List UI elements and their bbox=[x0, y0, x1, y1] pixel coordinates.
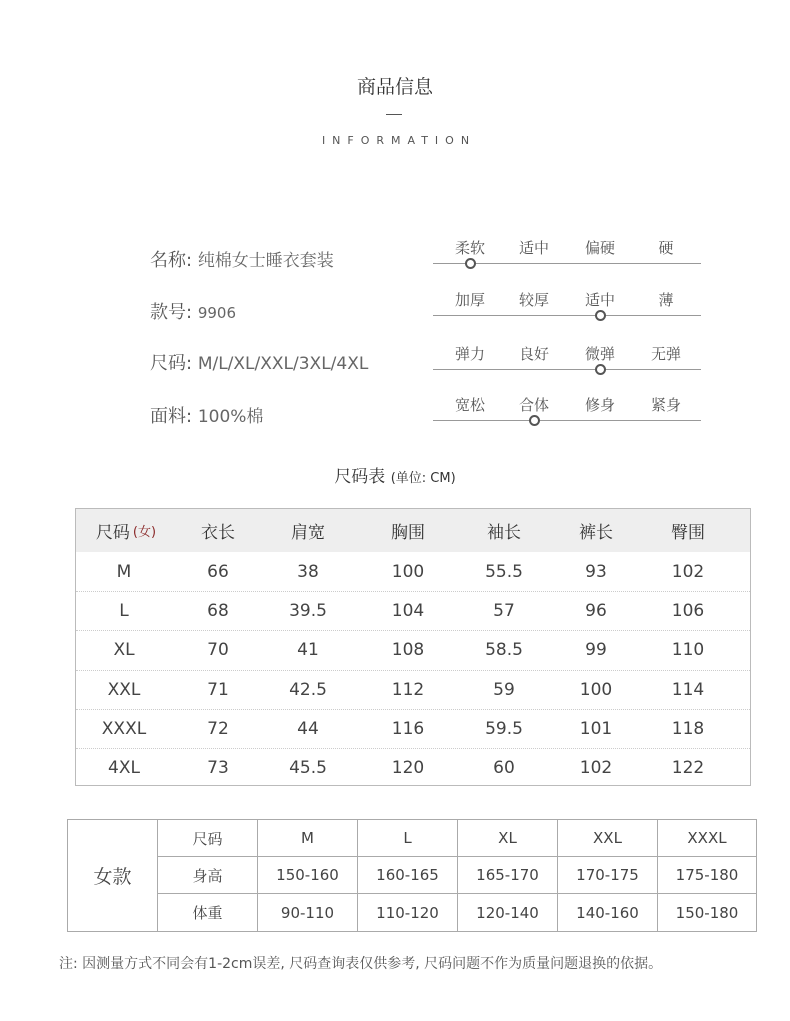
fit-cell: 150-180 bbox=[675, 903, 739, 922]
header-text: 尺码 bbox=[95, 523, 130, 543]
table-cell: 68 bbox=[207, 601, 229, 622]
scale-label: 柔软 bbox=[454, 239, 485, 257]
attribute-scale bbox=[433, 237, 701, 287]
product-sizes bbox=[150, 349, 368, 375]
fit-group-label: 女款 bbox=[68, 820, 158, 931]
scale-label: 较厚 bbox=[518, 291, 549, 309]
table-row bbox=[76, 630, 750, 669]
scale-track bbox=[433, 420, 701, 421]
scale-label: 微弹 bbox=[584, 345, 615, 363]
fit-row-header: 体重 bbox=[158, 894, 258, 931]
scale-label: 无弹 bbox=[650, 345, 681, 363]
scale-label: 紧身 bbox=[650, 396, 681, 414]
page-subtitle: INFORMATION bbox=[321, 134, 477, 147]
table-cell: 93 bbox=[585, 561, 607, 582]
fit-row-header: 尺码 bbox=[158, 820, 258, 857]
table-cell: 110 bbox=[671, 640, 705, 661]
table-row bbox=[76, 748, 750, 787]
scale-marker bbox=[465, 258, 476, 269]
fit-cell: XL bbox=[458, 820, 558, 857]
size-chart-title-text: 尺码表 bbox=[334, 467, 386, 487]
scale-track bbox=[433, 315, 701, 316]
scale-marker bbox=[595, 310, 606, 321]
table-cell: 4XL bbox=[108, 758, 140, 778]
product-sizes-value: M/L/XL/XXL/3XL/4XL bbox=[197, 354, 369, 374]
fit-cell: 165-170 bbox=[458, 857, 558, 894]
table-cell: 106 bbox=[671, 601, 705, 622]
header-text: 衣长 bbox=[201, 523, 235, 543]
size-chart-unit: (单位: CM) bbox=[390, 471, 456, 486]
size-chart-header-cell bbox=[551, 509, 641, 552]
table-cell: 118 bbox=[671, 718, 705, 739]
fit-cell: 150-160 bbox=[258, 857, 358, 894]
table-cell: 102 bbox=[579, 758, 613, 778]
table-cell: 44 bbox=[297, 718, 319, 739]
header-text: 袖长 bbox=[487, 523, 521, 543]
table-cell: 114 bbox=[671, 679, 705, 700]
table-cell: L bbox=[119, 601, 129, 622]
table-cell: M bbox=[116, 561, 132, 582]
fit-row-header: 身高 bbox=[158, 857, 258, 894]
scale-label: 宽松 bbox=[454, 396, 485, 414]
table-row bbox=[76, 591, 750, 630]
table-cell: 100 bbox=[391, 561, 425, 582]
attribute-scale bbox=[433, 343, 701, 393]
size-chart-header bbox=[76, 509, 750, 552]
table-cell: 70 bbox=[207, 640, 229, 661]
table-cell: 45.5 bbox=[289, 758, 327, 778]
table-cell: XXXL bbox=[101, 718, 147, 739]
size-chart-title bbox=[0, 462, 790, 487]
size-chart-header-cell bbox=[81, 509, 171, 552]
fit-chart-table bbox=[67, 819, 757, 932]
table-cell: 60 bbox=[493, 758, 515, 778]
product-name-value: 纯棉女士睡衣套装 bbox=[197, 251, 334, 271]
table-cell: 55.5 bbox=[485, 561, 523, 582]
table-cell: 116 bbox=[391, 718, 425, 739]
scale-label: 修身 bbox=[584, 396, 615, 414]
scale-marker bbox=[595, 364, 606, 375]
title-divider bbox=[386, 114, 402, 115]
scale-label: 加厚 bbox=[454, 291, 485, 309]
fit-cell: XXXL bbox=[658, 820, 756, 857]
table-cell: 99 bbox=[585, 640, 607, 661]
page-title: 商品信息 bbox=[356, 76, 433, 98]
fit-cell: 170-175 bbox=[558, 857, 658, 894]
product-name-label: 名称: bbox=[150, 250, 193, 271]
table-cell: 58.5 bbox=[485, 640, 523, 661]
fit-cell: 120-140 bbox=[458, 894, 558, 931]
table-cell: 104 bbox=[391, 601, 425, 622]
fit-cell: 160-165 bbox=[358, 857, 458, 894]
size-chart-table bbox=[75, 508, 751, 786]
table-cell: XXL bbox=[107, 679, 141, 700]
size-chart-header-cell bbox=[173, 509, 263, 552]
scale-label: 弹力 bbox=[454, 345, 485, 363]
fit-cell: 90-110 bbox=[258, 894, 358, 931]
table-cell: 39.5 bbox=[289, 601, 327, 622]
size-chart-header-cell bbox=[643, 509, 733, 552]
table-cell: 72 bbox=[207, 718, 229, 739]
table-row bbox=[76, 709, 750, 748]
table-cell: 120 bbox=[391, 758, 425, 778]
table-cell: XL bbox=[113, 640, 135, 661]
header-text: 胸围 bbox=[391, 523, 425, 543]
table-cell: 96 bbox=[585, 601, 607, 622]
fit-cell: M bbox=[258, 820, 358, 857]
product-model-value: 9906 bbox=[197, 304, 236, 322]
header-text: 裤长 bbox=[579, 523, 613, 543]
attribute-scale bbox=[433, 289, 701, 339]
attribute-scale bbox=[433, 394, 701, 444]
product-fabric-value: 100%棉 bbox=[197, 407, 264, 427]
table-cell: 38 bbox=[297, 561, 319, 582]
size-chart-header-cell bbox=[459, 509, 549, 552]
header-text: 臀围 bbox=[671, 523, 705, 543]
table-cell: 42.5 bbox=[289, 679, 327, 700]
fit-cell: XXL bbox=[558, 820, 658, 857]
size-chart-header-cell bbox=[363, 509, 453, 552]
scale-track bbox=[433, 369, 701, 370]
table-cell: 73 bbox=[207, 758, 229, 778]
table-cell: 108 bbox=[391, 640, 425, 661]
table-cell: 101 bbox=[579, 718, 613, 739]
product-model bbox=[150, 298, 236, 324]
fit-cell: 175-180 bbox=[658, 857, 756, 894]
fit-cell: 110-120 bbox=[358, 894, 458, 931]
table-cell: 112 bbox=[391, 679, 425, 700]
scale-label: 偏硬 bbox=[584, 239, 615, 257]
table-cell: 102 bbox=[671, 561, 705, 582]
table-cell: 41 bbox=[297, 640, 319, 661]
scale-label: 良好 bbox=[518, 345, 549, 363]
table-cell: 66 bbox=[207, 561, 229, 582]
product-name bbox=[150, 246, 334, 272]
table-cell: 59 bbox=[493, 679, 515, 700]
size-chart-header-cell bbox=[263, 509, 353, 552]
scale-label: 适中 bbox=[584, 291, 615, 309]
product-model-label: 款号: bbox=[150, 302, 193, 323]
table-cell: 122 bbox=[671, 758, 705, 778]
table-cell: 100 bbox=[579, 679, 613, 700]
product-sizes-label: 尺码: bbox=[150, 353, 193, 374]
disclaimer-note: 注: 因测量方式不同会有1-2cm误差, 尺码查询表仅供参考, 尺码问题不作为质量问题退换的依据。 bbox=[59, 956, 663, 972]
table-cell: 71 bbox=[207, 679, 229, 700]
product-fabric-label: 面料: bbox=[150, 406, 193, 427]
header-text: 肩宽 bbox=[291, 523, 325, 543]
scale-label: 合体 bbox=[518, 396, 549, 414]
scale-label: 硬 bbox=[658, 239, 674, 257]
fit-cell: L bbox=[358, 820, 458, 857]
table-cell: 57 bbox=[493, 601, 515, 622]
table-row bbox=[76, 670, 750, 709]
fit-cell: 140-160 bbox=[558, 894, 658, 931]
scale-label: 薄 bbox=[658, 291, 674, 309]
table-row bbox=[76, 552, 750, 591]
scale-marker bbox=[529, 415, 540, 426]
product-fabric bbox=[150, 402, 263, 428]
table-cell: 59.5 bbox=[485, 718, 523, 739]
scale-label: 适中 bbox=[518, 239, 549, 257]
gender-tag: (女) bbox=[132, 525, 157, 540]
